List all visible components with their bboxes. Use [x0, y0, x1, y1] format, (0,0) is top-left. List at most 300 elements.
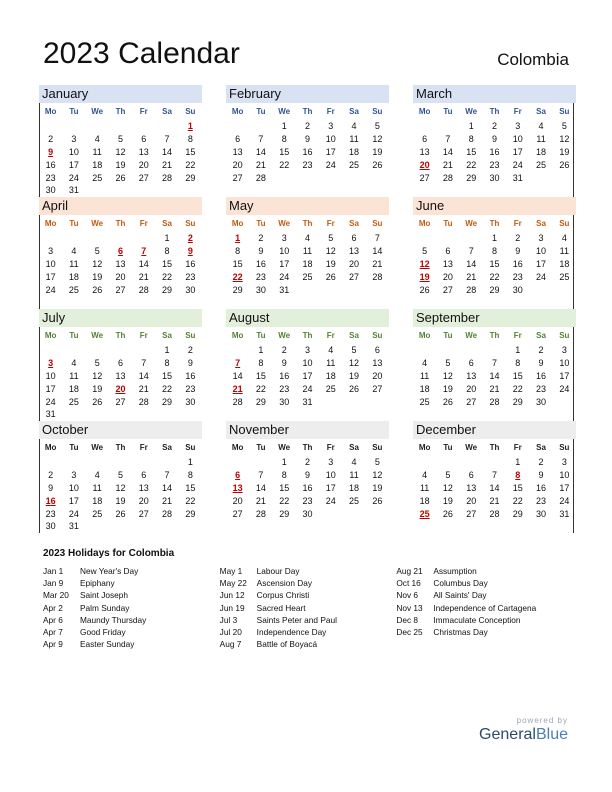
- day-cell: 18: [419, 495, 430, 506]
- holiday-date: Apr 7: [43, 626, 63, 637]
- holiday-name: Assumption: [433, 566, 477, 576]
- day-cell: 2: [491, 121, 497, 131]
- day-cell: [86, 232, 109, 245]
- holiday-date: Apr 6: [43, 614, 63, 625]
- day-cell: 24: [302, 383, 313, 394]
- day-cell: 12: [92, 370, 103, 381]
- day-cell: 16: [279, 370, 290, 381]
- day-cell: 17: [45, 383, 56, 394]
- day-cell: 16: [536, 370, 547, 381]
- day-cell: 20: [466, 495, 477, 506]
- country-label: Colombia: [497, 50, 569, 69]
- weekday-label: Tu: [69, 107, 79, 116]
- day-cell: 31: [68, 185, 79, 196]
- day-cell: [39, 120, 62, 133]
- day-cell: 11: [326, 357, 336, 368]
- weekday-label: Sa: [349, 443, 359, 452]
- day-cell: 17: [279, 258, 290, 269]
- day-cell: 26: [419, 284, 430, 295]
- day-cell: 29: [162, 284, 173, 295]
- weekday-label: Su: [185, 443, 196, 452]
- day-cell: 5: [351, 345, 357, 355]
- day-cell: [483, 456, 506, 469]
- holiday-entry: [43, 589, 220, 601]
- day-cell: 2: [48, 133, 54, 144]
- week-row: [39, 508, 202, 521]
- holiday-entry: [43, 577, 220, 589]
- weekday-label: Tu: [256, 331, 266, 340]
- day-cell: 7: [374, 233, 380, 243]
- day-cell: 11: [302, 245, 313, 256]
- weekday-header: [226, 328, 389, 344]
- day-cell: 14: [466, 258, 477, 269]
- weekday-label: Mo: [231, 443, 244, 452]
- day-cell: [460, 232, 483, 245]
- day-cell: 8: [187, 469, 193, 480]
- day-cell: [366, 396, 389, 409]
- day-cell: [62, 120, 85, 133]
- day-cell: 8: [164, 245, 170, 256]
- week-row: [413, 456, 576, 469]
- day-cell: 25: [419, 396, 430, 407]
- day-cell: 21: [466, 271, 477, 282]
- day-cell: 8: [281, 469, 287, 480]
- holiday-date: Jul 20: [219, 626, 242, 637]
- day-cell: 25: [349, 159, 360, 170]
- week-row: [413, 508, 576, 521]
- weekday-label: Mo: [418, 331, 431, 340]
- week-row: [39, 357, 202, 370]
- holiday-date: Jun 19: [219, 602, 245, 613]
- day-cell: 22: [489, 271, 500, 282]
- weekday-label: Mo: [44, 219, 57, 228]
- weekday-label: Su: [372, 331, 383, 340]
- day-cell: 8: [468, 133, 474, 144]
- day-cell: [179, 520, 202, 533]
- day-cell: 1: [281, 121, 287, 131]
- day-cell: 21: [162, 495, 173, 506]
- day-cell: 23: [536, 495, 547, 506]
- day-cell: 4: [422, 357, 428, 368]
- day-cell: 17: [302, 370, 313, 381]
- holiday-day-cell: 7: [235, 357, 241, 368]
- day-cell: 28: [466, 284, 477, 295]
- day-cell: [132, 232, 155, 245]
- weekday-header: [413, 104, 576, 120]
- holiday-date: Nov 13: [396, 602, 423, 613]
- week-row: [226, 383, 389, 396]
- day-cell: 2: [281, 345, 287, 355]
- day-cell: [155, 408, 178, 421]
- weekday-header: [226, 104, 389, 120]
- day-cell: 26: [115, 172, 126, 183]
- holiday-name: New Year's Day: [80, 566, 139, 576]
- day-cell: 6: [374, 345, 380, 355]
- week-row: [39, 456, 202, 469]
- holiday-name: Columbus Day: [433, 578, 488, 589]
- day-cell: 17: [559, 482, 570, 493]
- day-cell: 5: [374, 121, 380, 131]
- weekday-label: Mo: [418, 219, 431, 228]
- day-cell: [109, 456, 132, 469]
- day-cell: 31: [512, 172, 523, 183]
- weekday-label: We: [91, 219, 104, 228]
- day-cell: 13: [138, 482, 149, 493]
- day-cell: [529, 284, 552, 297]
- weekday-label: Su: [372, 219, 383, 228]
- day-cell: 29: [185, 508, 196, 519]
- weekday-header: [226, 216, 389, 232]
- day-cell: 15: [162, 370, 173, 381]
- day-cell: 16: [185, 258, 196, 269]
- day-cell: 1: [491, 233, 497, 243]
- weekday-label: We: [465, 443, 478, 452]
- weekday-label: Su: [559, 219, 570, 228]
- day-cell: 18: [419, 383, 430, 394]
- day-cell: 4: [71, 245, 77, 256]
- day-cell: 30: [489, 172, 500, 183]
- week-row: [39, 408, 202, 421]
- day-cell: 7: [258, 133, 264, 144]
- day-cell: 30: [185, 396, 196, 407]
- weekday-header: [413, 328, 576, 344]
- week-row: [39, 172, 202, 185]
- day-cell: 25: [536, 159, 547, 170]
- day-cell: 7: [141, 357, 147, 368]
- week-row: [413, 159, 576, 172]
- day-cell: [342, 508, 365, 521]
- holiday-day-cell: 20: [419, 159, 430, 170]
- holiday-entry: [396, 577, 573, 589]
- day-cell: 2: [538, 345, 544, 355]
- week-row: [413, 133, 576, 146]
- weekday-label: Tu: [443, 443, 453, 452]
- day-cell: [319, 172, 342, 185]
- day-cell: 6: [141, 469, 147, 480]
- holiday-list: [43, 548, 573, 650]
- week-row: [39, 383, 202, 396]
- day-cell: 5: [445, 357, 451, 368]
- holiday-name: Epiphany: [80, 578, 115, 589]
- day-cell: [366, 284, 389, 297]
- day-cell: 23: [489, 159, 500, 170]
- day-cell: 10: [68, 482, 79, 493]
- weekday-label: Th: [489, 219, 500, 228]
- day-cell: 1: [468, 121, 474, 131]
- day-cell: [62, 456, 85, 469]
- day-cell: 29: [185, 172, 196, 183]
- holiday-name: Battle of Boyacá: [256, 639, 318, 650]
- day-cell: 24: [45, 284, 56, 295]
- weekday-label: We: [278, 331, 291, 340]
- day-cell: 11: [559, 245, 569, 256]
- day-cell: 19: [442, 383, 453, 394]
- holiday-column: [220, 565, 397, 650]
- holiday-name: Corpus Christi: [256, 590, 310, 601]
- day-cell: 25: [349, 495, 360, 506]
- day-cell: 4: [304, 233, 310, 243]
- day-cell: 1: [164, 233, 170, 243]
- day-cell: [296, 172, 319, 185]
- week-row: [226, 133, 389, 146]
- holiday-name: Sacred Heart: [256, 602, 306, 613]
- day-cell: 18: [302, 258, 313, 269]
- day-cell: 7: [164, 469, 170, 480]
- weekday-label: Sa: [349, 219, 359, 228]
- day-cell: 26: [349, 383, 360, 394]
- holiday-day-cell: 16: [45, 495, 56, 506]
- month-march: [413, 85, 576, 197]
- holiday-date: Nov 6: [396, 590, 419, 601]
- holiday-entry: [220, 602, 397, 614]
- weekday-label: We: [465, 219, 478, 228]
- day-cell: [39, 456, 62, 469]
- day-cell: 28: [138, 284, 149, 295]
- day-cell: 21: [255, 495, 266, 506]
- day-cell: 12: [372, 469, 383, 480]
- holiday-name: Easter Sunday: [80, 639, 135, 650]
- day-cell: 4: [94, 133, 100, 144]
- day-cell: 2: [48, 469, 54, 480]
- day-cell: 9: [538, 357, 544, 368]
- day-cell: 5: [94, 245, 100, 256]
- day-cell: 12: [442, 482, 453, 493]
- day-cell: 10: [559, 357, 570, 368]
- day-cell: 5: [117, 133, 123, 144]
- day-cell: 7: [491, 469, 497, 480]
- month-june: [413, 197, 576, 309]
- weekday-label: We: [465, 331, 478, 340]
- day-cell: 6: [235, 133, 241, 144]
- weekday-label: Fr: [326, 443, 335, 452]
- holiday-name: Maundy Thursday: [80, 614, 147, 625]
- weekday-label: We: [91, 331, 104, 340]
- holiday-day-cell: 12: [419, 258, 430, 269]
- day-cell: 6: [468, 357, 474, 368]
- day-cell: 5: [445, 469, 451, 480]
- day-cell: [86, 520, 109, 533]
- holiday-day-cell: 6: [235, 469, 241, 480]
- quarter-band: [39, 85, 574, 197]
- weekday-label: We: [278, 107, 291, 116]
- day-cell: 11: [92, 146, 102, 157]
- week-row: [226, 159, 389, 172]
- holiday-name: Independence of Cartagena: [433, 602, 537, 613]
- day-cell: 10: [279, 245, 290, 256]
- day-cell: [39, 232, 62, 245]
- day-cell: 3: [304, 345, 310, 355]
- day-cell: 11: [349, 133, 359, 144]
- day-cell: [342, 396, 365, 409]
- day-cell: 11: [69, 370, 79, 381]
- weekday-label: Tu: [443, 219, 453, 228]
- day-cell: 23: [512, 271, 523, 282]
- day-cell: 4: [351, 121, 357, 131]
- week-row: [413, 469, 576, 482]
- day-cell: 8: [164, 357, 170, 368]
- day-cell: 5: [117, 469, 123, 480]
- holiday-entry: [220, 638, 397, 650]
- day-cell: 18: [68, 271, 79, 282]
- day-cell: 24: [536, 271, 547, 282]
- weekday-label: We: [465, 107, 478, 116]
- day-cell: [109, 232, 132, 245]
- weekday-label: Th: [489, 443, 500, 452]
- day-cell: 17: [68, 159, 79, 170]
- day-cell: 17: [325, 482, 336, 493]
- day-cell: 2: [515, 233, 521, 243]
- day-cell: 26: [442, 508, 453, 519]
- week-row: [39, 520, 202, 533]
- week-row: [413, 344, 576, 357]
- day-cell: [179, 408, 202, 421]
- week-row: [413, 232, 576, 245]
- day-cell: 9: [491, 133, 497, 144]
- holiday-date: Jun 12: [219, 590, 245, 601]
- day-cell: 4: [71, 357, 77, 368]
- day-cell: 23: [185, 383, 196, 394]
- day-cell: 15: [512, 370, 523, 381]
- day-cell: 19: [349, 370, 360, 381]
- weekday-label: Sa: [162, 219, 172, 228]
- holiday-date: Jul 3: [219, 614, 238, 625]
- day-cell: 16: [302, 482, 313, 493]
- weekday-label: Fr: [513, 107, 522, 116]
- day-cell: 5: [94, 357, 100, 368]
- day-cell: 26: [115, 508, 126, 519]
- day-cell: 9: [48, 482, 54, 493]
- day-cell: 19: [372, 482, 383, 493]
- page-title: 2023 Calendar: [43, 37, 240, 70]
- day-cell: 25: [68, 284, 79, 295]
- weekday-label: Fr: [139, 443, 148, 452]
- day-cell: 10: [45, 258, 56, 269]
- day-cell: [553, 172, 576, 185]
- day-cell: 20: [138, 159, 149, 170]
- weekday-header: [39, 104, 202, 120]
- day-cell: 23: [45, 172, 56, 183]
- day-cell: [460, 456, 483, 469]
- weekday-label: Fr: [326, 331, 335, 340]
- day-cell: 16: [255, 258, 266, 269]
- day-cell: 3: [561, 457, 567, 467]
- month-name: July: [39, 309, 202, 327]
- day-cell: 24: [279, 271, 290, 282]
- quarter-band: [39, 421, 574, 533]
- day-cell: [436, 344, 459, 357]
- weekday-label: We: [278, 443, 291, 452]
- month-name: April: [39, 197, 202, 215]
- week-row: [226, 456, 389, 469]
- holiday-day-cell: 6: [117, 245, 123, 256]
- month-january: [39, 85, 202, 197]
- weekday-label: Fr: [513, 331, 522, 340]
- day-cell: 3: [328, 457, 334, 467]
- day-cell: [155, 120, 178, 133]
- day-cell: 9: [515, 245, 521, 256]
- day-cell: 24: [325, 159, 336, 170]
- day-cell: [86, 120, 109, 133]
- weekday-label: Sa: [536, 107, 546, 116]
- day-cell: 8: [281, 133, 287, 144]
- day-cell: 14: [489, 482, 500, 493]
- holiday-day-cell: 8: [515, 469, 521, 480]
- day-cell: 3: [538, 233, 544, 243]
- month-name: January: [39, 85, 202, 103]
- day-cell: [319, 396, 342, 409]
- day-cell: 13: [115, 258, 126, 269]
- weekday-header: [39, 216, 202, 232]
- day-cell: 21: [255, 159, 266, 170]
- day-cell: 19: [559, 146, 570, 157]
- day-cell: 1: [258, 345, 264, 355]
- week-row: [413, 383, 576, 396]
- month-name: August: [226, 309, 389, 327]
- day-cell: 28: [255, 172, 266, 183]
- day-cell: 3: [48, 245, 54, 256]
- week-row: [226, 258, 389, 271]
- day-cell: 16: [302, 146, 313, 157]
- day-cell: 10: [536, 245, 547, 256]
- week-row: [413, 245, 576, 258]
- weekday-label: Su: [185, 219, 196, 228]
- day-cell: 2: [304, 121, 310, 131]
- day-cell: 18: [349, 146, 360, 157]
- holiday-date: Apr 9: [43, 639, 63, 650]
- day-cell: 3: [71, 133, 77, 144]
- day-cell: 15: [489, 258, 500, 269]
- day-cell: 4: [328, 345, 334, 355]
- day-cell: [249, 120, 272, 133]
- day-cell: 27: [372, 383, 383, 394]
- quarter-band: [39, 309, 574, 421]
- holiday-date: Oct 16: [396, 578, 421, 589]
- day-cell: [109, 408, 132, 421]
- day-cell: 15: [232, 258, 243, 269]
- day-cell: 21: [138, 383, 149, 394]
- week-row: [413, 172, 576, 185]
- day-cell: 15: [279, 482, 290, 493]
- day-cell: 10: [512, 133, 523, 144]
- day-cell: 28: [489, 396, 500, 407]
- day-cell: 5: [328, 233, 334, 243]
- day-cell: 30: [45, 185, 56, 196]
- day-cell: 13: [419, 146, 430, 157]
- day-cell: 29: [466, 172, 477, 183]
- footer-branding: [479, 716, 568, 745]
- day-cell: 26: [372, 495, 383, 506]
- holiday-date: Aug 21: [396, 566, 423, 576]
- day-cell: [179, 184, 202, 197]
- weekday-label: Fr: [513, 443, 522, 452]
- day-cell: 19: [92, 271, 103, 282]
- holiday-name: All Saints' Day: [433, 590, 487, 601]
- week-row: [39, 482, 202, 495]
- week-row: [39, 396, 202, 409]
- day-cell: 29: [279, 508, 290, 519]
- day-cell: [366, 172, 389, 185]
- day-cell: 17: [325, 146, 336, 157]
- holiday-day-cell: 25: [419, 508, 430, 519]
- day-cell: 16: [45, 159, 56, 170]
- day-cell: 27: [115, 284, 126, 295]
- day-cell: 7: [258, 469, 264, 480]
- holiday-date: Dec 25: [396, 626, 423, 637]
- holiday-day-cell: 20: [115, 383, 126, 394]
- week-row: [226, 370, 389, 383]
- day-cell: 12: [115, 146, 126, 157]
- day-cell: 29: [512, 396, 523, 407]
